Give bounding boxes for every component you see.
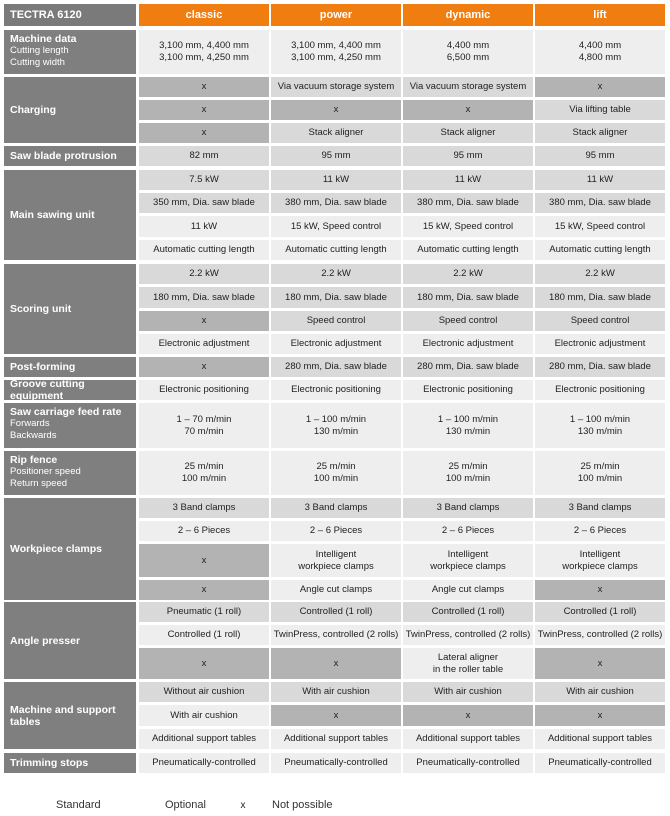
cell-text: 11 kW	[454, 174, 482, 185]
spec-cell	[139, 240, 269, 260]
cell-text: x	[597, 657, 603, 669]
cell-text: 2 – 6 Pieces	[573, 525, 627, 536]
cell-text: 15 kW, Speed control	[422, 220, 514, 232]
cell-text: 130 m/min	[445, 425, 491, 437]
section-label	[4, 753, 136, 773]
spec-cell	[139, 287, 269, 308]
spec-cell	[271, 357, 401, 377]
cell-text: 180 mm, Dia. saw blade	[153, 291, 255, 303]
spec-cell	[139, 705, 269, 726]
spec-cell	[271, 264, 401, 284]
spec-cell	[403, 625, 533, 645]
spec-cell	[271, 648, 401, 679]
spec-cell	[139, 521, 269, 541]
cell-text: x	[465, 709, 471, 721]
spec-cell	[139, 451, 269, 495]
cell-text: 11 kW	[586, 174, 614, 185]
section-label	[4, 682, 136, 749]
spec-cell	[403, 705, 533, 726]
cell-text: 1 – 100 m/min	[437, 413, 499, 425]
cell-text: Automatic cutting length	[549, 244, 651, 255]
cell-text: 2.2 kW	[453, 268, 483, 279]
spec-cell	[403, 30, 533, 74]
spec-cell	[535, 170, 665, 190]
section-label	[4, 357, 136, 377]
spec-cell	[139, 580, 269, 600]
spec-cell	[271, 77, 401, 97]
section-title: Angle presser	[10, 634, 81, 647]
spec-cell	[271, 240, 401, 260]
cell-text: TwinPress, controlled (2 rolls)	[405, 629, 531, 640]
cell-text: Pneumatically-controlled	[548, 757, 652, 768]
cell-text: Pneumatically-controlled	[152, 757, 256, 768]
spec-cell	[271, 216, 401, 237]
cell-text: Additional support tables	[151, 733, 257, 744]
spec-cell	[139, 753, 269, 773]
cell-text: 1 – 100 m/min	[305, 413, 367, 425]
spec-cell	[535, 264, 665, 284]
spec-cell	[535, 100, 665, 120]
spec-cell	[535, 625, 665, 645]
cell-text: Automatic cutting length	[153, 244, 255, 255]
cell-text: 2.2 kW	[321, 268, 351, 279]
cell-text: Pneumatically-controlled	[284, 757, 388, 768]
section-title: Workpiece clamps	[10, 543, 103, 555]
cell-text: Pneumatically-controlled	[416, 757, 520, 768]
spec-cell	[535, 602, 665, 622]
variant-header-lift: lift	[535, 4, 665, 26]
cell-text: 350 mm, Dia. saw blade	[153, 197, 255, 208]
cell-text: 1 – 70 m/min	[176, 413, 232, 425]
spec-cell	[271, 311, 401, 331]
legend-label: Standard	[56, 799, 101, 811]
cell-text: x	[201, 315, 207, 326]
variant-header-power: power	[271, 4, 401, 26]
spec-cell	[403, 544, 533, 577]
spec-cell	[535, 334, 665, 354]
spec-cell	[535, 311, 665, 331]
spec-cell	[535, 451, 665, 495]
section-label	[4, 403, 136, 448]
spec-cell	[535, 403, 665, 448]
spec-cell	[271, 602, 401, 622]
spec-cell	[139, 123, 269, 143]
cell-text: x	[201, 657, 207, 669]
spec-cell	[139, 30, 269, 74]
spec-cell	[403, 451, 533, 495]
spec-cell	[403, 77, 533, 97]
spec-cell	[271, 521, 401, 541]
section-subtitle: Positioner speed	[10, 466, 81, 477]
spec-cell	[271, 30, 401, 74]
cell-text: 4,400 mm	[578, 40, 622, 51]
spec-cell	[535, 729, 665, 749]
cell-text: 2.2 kW	[585, 268, 615, 279]
cell-text: 3 Band clamps	[568, 502, 632, 513]
spec-cell	[535, 380, 665, 400]
cell-text: Electronic adjustment	[554, 338, 646, 349]
cell-text: 130 m/min	[577, 425, 623, 437]
section-label	[4, 380, 136, 400]
spec-cell	[535, 216, 665, 237]
cell-text: Controlled (1 roll)	[563, 606, 637, 617]
spec-cell	[139, 334, 269, 354]
section-label	[4, 146, 136, 166]
cell-text: 280 mm, Dia. saw blade	[549, 361, 651, 372]
cell-text: x	[333, 709, 339, 721]
cell-text: Intelligent	[315, 548, 357, 560]
cell-text: Intelligent	[447, 548, 489, 560]
legend-swatch-standard	[4, 795, 50, 816]
spec-cell	[535, 77, 665, 97]
cell-text: 6,500 mm	[446, 52, 490, 63]
cell-text: 180 mm, Dia. saw blade	[285, 291, 387, 303]
spec-cell	[139, 216, 269, 237]
spec-cell	[535, 648, 665, 679]
cell-text: Additional support tables	[283, 733, 389, 744]
cell-text: Controlled (1 roll)	[299, 606, 373, 617]
spec-cell	[139, 648, 269, 679]
cell-text: 3,100 mm, 4,400 mm	[159, 40, 249, 51]
cell-text: 3,100 mm, 4,250 mm	[159, 52, 249, 63]
spec-cell	[139, 193, 269, 213]
section-title: Machine and support tables	[10, 703, 116, 728]
cell-text: With air cushion	[434, 686, 502, 697]
section-title: Groove cutting equipment	[10, 378, 85, 402]
spec-cell	[271, 193, 401, 213]
spec-cell	[271, 451, 401, 495]
section-label	[4, 30, 136, 74]
cell-text: Angle cut clamps	[299, 584, 373, 595]
spec-cell	[403, 357, 533, 377]
cell-text: 100 m/min	[181, 473, 227, 484]
cell-text: With air cushion	[566, 686, 634, 697]
cell-text: 2.2 kW	[189, 268, 219, 279]
spec-cell	[271, 170, 401, 190]
spec-cell	[535, 521, 665, 541]
cell-text: x	[333, 657, 339, 669]
cell-text: x	[597, 81, 603, 92]
spec-cell	[535, 705, 665, 726]
spec-cell	[535, 240, 665, 260]
cell-text: x	[465, 104, 471, 115]
cell-text: Speed control	[438, 315, 498, 326]
spec-cell	[139, 602, 269, 622]
section-title: Post-forming	[10, 361, 76, 373]
cell-text: Additional support tables	[415, 733, 521, 744]
cell-text: Controlled (1 roll)	[167, 629, 241, 640]
spec-cell	[139, 264, 269, 284]
spec-cell	[403, 602, 533, 622]
cell-text: Electronic adjustment	[158, 338, 250, 349]
spec-cell	[403, 380, 533, 400]
spec-cell	[271, 682, 401, 702]
spec-cell	[139, 311, 269, 331]
spec-cell	[403, 264, 533, 284]
cell-text: 3 Band clamps	[436, 502, 500, 513]
cell-text: x	[597, 709, 603, 721]
cell-text: 380 mm, Dia. saw blade	[417, 197, 519, 208]
cell-text: in the roller table	[432, 663, 504, 675]
spec-cell	[403, 334, 533, 354]
cell-text: TwinPress, controlled (2 rolls)	[537, 629, 663, 640]
cell-text: Electronic adjustment	[422, 338, 514, 349]
cell-text: Automatic cutting length	[285, 244, 387, 255]
spec-cell	[271, 625, 401, 645]
cell-text: x	[201, 81, 207, 92]
cell-text: 4,400 mm	[446, 40, 490, 51]
section-title: Main sawing unit	[10, 209, 95, 221]
cell-text: x	[597, 584, 603, 595]
section-title: Machine data	[10, 33, 77, 45]
spec-cell	[403, 240, 533, 260]
spec-cell	[535, 146, 665, 166]
cell-text: 3,100 mm, 4,250 mm	[291, 52, 381, 63]
section-subtitle: Cutting width	[10, 57, 65, 68]
cell-text: 130 m/min	[313, 425, 359, 437]
cell-text: TwinPress, controlled (2 rolls)	[273, 629, 399, 640]
cell-text: Speed control	[306, 315, 366, 326]
cell-text: 2 – 6 Pieces	[177, 525, 231, 536]
spec-cell	[139, 77, 269, 97]
spec-cell	[403, 311, 533, 331]
cell-text: Electronic positioning	[159, 384, 249, 395]
section-subtitle: Cutting length	[10, 45, 69, 56]
spec-cell	[139, 544, 269, 577]
cell-text: Electronic adjustment	[290, 338, 382, 349]
cell-text: Without air cushion	[163, 686, 245, 697]
cell-text: Intelligent	[579, 548, 621, 560]
cell-text: 15 kW, Speed control	[554, 220, 646, 232]
spec-cell	[403, 729, 533, 749]
cell-text: Electronic positioning	[555, 384, 645, 395]
spec-cell	[139, 146, 269, 166]
spec-cell	[139, 380, 269, 400]
spec-cell	[139, 729, 269, 749]
section-label	[4, 498, 136, 600]
cell-text: x	[201, 127, 207, 138]
cell-text: 380 mm, Dia. saw blade	[549, 197, 651, 208]
spec-cell	[403, 193, 533, 213]
cell-text: 2 – 6 Pieces	[441, 525, 495, 536]
cell-text: Lateral aligner	[437, 651, 499, 663]
spec-cell	[271, 498, 401, 518]
spec-cell	[535, 287, 665, 308]
spec-cell	[403, 123, 533, 143]
legend-swatch-not-possible: x	[240, 800, 246, 811]
cell-text: Angle cut clamps	[431, 584, 505, 595]
spec-cell	[403, 216, 533, 237]
spec-cell	[271, 287, 401, 308]
spec-cell	[535, 193, 665, 213]
cell-text: Stack aligner	[440, 127, 496, 138]
spec-cell	[535, 753, 665, 773]
cell-text: x	[201, 584, 207, 595]
cell-text: 100 m/min	[445, 473, 491, 484]
cell-text: 180 mm, Dia. saw blade	[417, 291, 519, 303]
cell-text: 280 mm, Dia. saw blade	[285, 361, 387, 372]
cell-text: 3 Band clamps	[172, 502, 236, 513]
cell-text: With air cushion	[302, 686, 370, 697]
cell-text: 25 m/min	[580, 461, 620, 472]
spec-cell	[403, 170, 533, 190]
spec-cell	[139, 498, 269, 518]
cell-text: 11 kW	[190, 220, 218, 232]
section-label	[4, 451, 136, 495]
spec-cell	[271, 100, 401, 120]
cell-text: workpiece clamps	[298, 560, 374, 572]
section-label	[4, 77, 136, 143]
section-title: Trimming stops	[10, 757, 89, 769]
section-label	[4, 602, 136, 679]
cell-text: x	[201, 554, 207, 566]
legend-label: Optional	[165, 799, 206, 811]
section-title: Rip fence	[10, 454, 58, 466]
cell-text: 4,800 mm	[578, 52, 622, 63]
cell-text: 100 m/min	[313, 473, 359, 484]
cell-text: Stack aligner	[308, 127, 364, 138]
spec-cell	[271, 544, 401, 577]
cell-text: Electronic positioning	[291, 384, 381, 395]
spec-cell	[139, 357, 269, 377]
legend-label: Not possible	[272, 799, 333, 811]
spec-cell	[403, 753, 533, 773]
cell-text: Automatic cutting length	[417, 244, 519, 255]
cell-text: With air cushion	[170, 709, 238, 721]
cell-text: 3 Band clamps	[304, 502, 368, 513]
cell-text: workpiece clamps	[430, 560, 506, 572]
spec-cell	[403, 403, 533, 448]
cell-text: 2 – 6 Pieces	[309, 525, 363, 536]
spec-cell	[139, 403, 269, 448]
spec-cell	[139, 100, 269, 120]
spec-cell	[271, 403, 401, 448]
section-title: Saw blade protrusion	[10, 150, 117, 162]
spec-cell	[271, 729, 401, 749]
spec-cell	[403, 146, 533, 166]
spec-cell	[403, 100, 533, 120]
section-title: Charging	[10, 104, 57, 116]
section-label	[4, 170, 136, 260]
cell-text: Via lifting table	[569, 104, 631, 115]
section-subtitle: Forwards	[10, 418, 50, 429]
spec-cell	[403, 580, 533, 600]
cell-text: Additional support tables	[547, 733, 653, 744]
cell-text: 95 mm	[453, 150, 483, 161]
spec-cell	[535, 123, 665, 143]
spec-cell	[403, 682, 533, 702]
spec-cell	[271, 334, 401, 354]
cell-text: 25 m/min	[184, 461, 224, 472]
variant-header-dynamic: dynamic	[403, 4, 533, 26]
variant-header-classic: classic	[139, 4, 269, 26]
model-header: TECTRA 6120	[4, 4, 136, 26]
spec-cell	[271, 123, 401, 143]
spec-cell	[139, 625, 269, 645]
spec-cell	[271, 753, 401, 773]
cell-text: x	[201, 104, 207, 115]
section-subtitle: Return speed	[10, 478, 68, 489]
cell-text: 3,100 mm, 4,400 mm	[291, 40, 381, 51]
cell-text: 95 mm	[585, 150, 615, 161]
cell-text: 15 kW, Speed control	[290, 220, 382, 232]
cell-text: Pneumatic (1 roll)	[166, 606, 242, 617]
spec-cell	[535, 544, 665, 577]
cell-text: x	[201, 361, 207, 372]
cell-text: 280 mm, Dia. saw blade	[417, 361, 519, 372]
spec-cell	[139, 682, 269, 702]
spec-cell	[271, 580, 401, 600]
cell-text: Controlled (1 roll)	[431, 606, 505, 617]
cell-text: 95 mm	[321, 150, 351, 161]
cell-text: Via vacuum storage system	[409, 81, 527, 92]
section-label	[4, 264, 136, 354]
cell-text: 11 kW	[322, 174, 350, 185]
spec-cell	[535, 498, 665, 518]
cell-text: 25 m/min	[448, 461, 488, 472]
cell-text: Electronic positioning	[423, 384, 513, 395]
cell-text: 70 m/min	[184, 425, 224, 437]
section-title: Scoring unit	[10, 303, 72, 315]
cell-text: 82 mm	[189, 150, 219, 161]
cell-text: 380 mm, Dia. saw blade	[285, 197, 387, 208]
cell-text: 7.5 kW	[189, 174, 219, 185]
spec-cell	[271, 380, 401, 400]
spec-cell	[271, 146, 401, 166]
spec-cell	[271, 705, 401, 726]
cell-text: 25 m/min	[316, 461, 356, 472]
spec-cell	[139, 170, 269, 190]
cell-text: x	[333, 104, 339, 115]
section-subtitle: Backwards	[10, 430, 57, 441]
cell-text: Speed control	[570, 315, 630, 326]
cell-text: 180 mm, Dia. saw blade	[549, 291, 651, 303]
spec-cell	[535, 357, 665, 377]
cell-text: workpiece clamps	[562, 560, 638, 572]
spec-cell	[535, 30, 665, 74]
spec-cell	[403, 648, 533, 679]
spec-cell	[403, 498, 533, 518]
section-title: Saw carriage feed rate	[10, 406, 122, 418]
spec-cell	[535, 580, 665, 600]
spec-cell	[403, 521, 533, 541]
cell-text: Via vacuum storage system	[277, 81, 395, 92]
cell-text: 100 m/min	[577, 473, 623, 484]
spec-cell	[535, 682, 665, 702]
legend-swatch-optional	[111, 795, 157, 816]
cell-text: 1 – 100 m/min	[569, 413, 631, 425]
cell-text: Stack aligner	[572, 127, 628, 138]
spec-cell	[403, 287, 533, 308]
